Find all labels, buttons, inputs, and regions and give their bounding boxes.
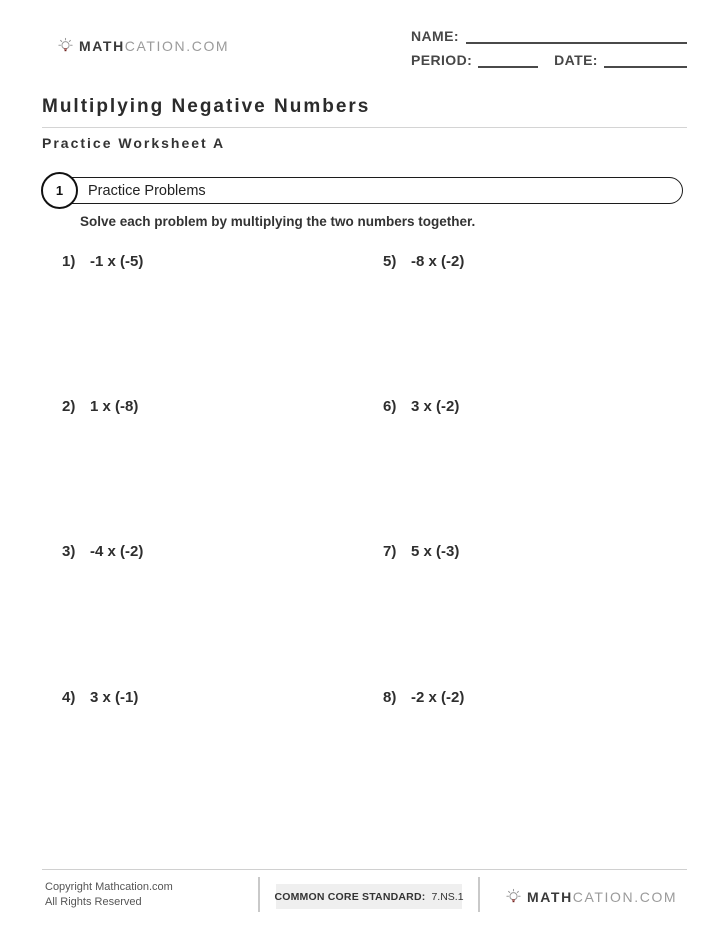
footer-separator-right bbox=[478, 877, 480, 912]
section-instruction: Solve each problem by multiplying the two numbers together. bbox=[80, 214, 476, 229]
section-number-badge: 1 bbox=[41, 172, 78, 209]
section-label: Practice Problems bbox=[88, 182, 206, 199]
problem-expression: 3 x (-2) bbox=[411, 398, 460, 415]
lightbulb-icon bbox=[57, 37, 74, 54]
name-row bbox=[411, 28, 687, 44]
problem-number: 7) bbox=[383, 543, 397, 560]
problem-2 bbox=[62, 398, 138, 415]
problem-expression: 3 x (-1) bbox=[90, 689, 139, 706]
problem-expression: 1 x (-8) bbox=[90, 398, 139, 415]
name-label: NAME: bbox=[411, 28, 459, 44]
problem-6 bbox=[383, 398, 459, 415]
problem-expression: -1 x (-5) bbox=[90, 253, 144, 270]
lightbulb-icon bbox=[505, 888, 522, 905]
problem-expression: -2 x (-2) bbox=[411, 689, 465, 706]
section-header-pill bbox=[45, 177, 683, 204]
problem-3 bbox=[62, 543, 143, 560]
standard-label: COMMON CORE STANDARD: bbox=[274, 890, 426, 903]
page-subtitle: Practice Worksheet A bbox=[42, 135, 226, 151]
problem-number: 8) bbox=[383, 689, 397, 706]
period-blank-line bbox=[478, 53, 538, 68]
standard-value: 7.NS.1 bbox=[431, 890, 464, 903]
problem-expression: -4 x (-2) bbox=[90, 543, 144, 560]
mathcation-footer-logo bbox=[505, 888, 677, 905]
problem-number: 5) bbox=[383, 253, 397, 270]
footer-logo-text bbox=[527, 889, 677, 905]
logo-text bbox=[79, 38, 229, 54]
logo-text-light: CATION.COM bbox=[124, 37, 230, 54]
footer-logo-text-light: CATION.COM bbox=[572, 888, 678, 905]
problem-number: 6) bbox=[383, 398, 397, 415]
copyright-line1: Copyright Mathcation.com bbox=[45, 881, 173, 893]
problem-number: 1) bbox=[62, 253, 76, 270]
problem-number: 3) bbox=[62, 543, 76, 560]
name-blank-line bbox=[466, 29, 687, 44]
problem-5 bbox=[383, 253, 464, 270]
footer-divider bbox=[42, 869, 687, 870]
copyright-line2: All Rights Reserved bbox=[45, 895, 142, 908]
footer-separator-left bbox=[258, 877, 260, 912]
problem-number: 4) bbox=[62, 689, 76, 706]
common-core-standard-badge bbox=[276, 884, 462, 909]
problem-expression: 5 x (-3) bbox=[411, 543, 460, 560]
problem-7 bbox=[383, 543, 459, 560]
problem-expression: -8 x (-2) bbox=[411, 253, 465, 270]
problem-8 bbox=[383, 689, 464, 706]
problem-4 bbox=[62, 689, 138, 706]
period-label: PERIOD: bbox=[411, 52, 473, 68]
problem-1 bbox=[62, 253, 143, 270]
title-divider bbox=[42, 127, 687, 128]
page-title: Multiplying Negative Numbers bbox=[42, 96, 371, 117]
problem-number: 2) bbox=[62, 398, 76, 415]
footer-logo-text-bold: MATH bbox=[527, 888, 573, 905]
date-blank-line bbox=[604, 53, 687, 68]
mathcation-logo bbox=[57, 37, 229, 54]
logo-text-bold: MATH bbox=[79, 37, 125, 54]
copyright-text bbox=[45, 880, 173, 910]
date-label: DATE: bbox=[554, 52, 598, 68]
period-date-row bbox=[411, 52, 687, 68]
